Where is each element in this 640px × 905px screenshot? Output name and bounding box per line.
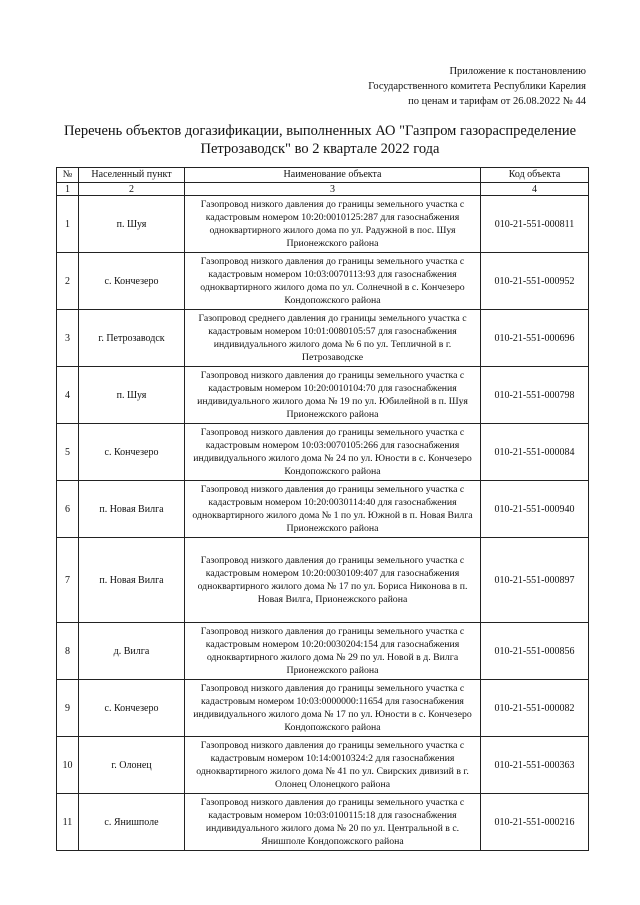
row-locality: г. Петрозаводск [79, 310, 185, 367]
row-object-code: 010-21-551-000897 [481, 538, 589, 623]
row-object-name: Газопровод низкого давления до границы земельного участка с кадастровым номером 10:20:0010125:287 для газоснабжения одноквартирного жилого дома по ул. Радужной в пос. Шуя Прионежского района [185, 196, 481, 253]
row-object-name: Газопровод низкого давления до границы земельного участка с кадастровым номером 10:03:0070113:93 для газоснабжения одноквартирного жилого дома по ул. Солнечной в с. Кончезеро Кондопожского района [185, 253, 481, 310]
table-row [57, 794, 589, 851]
objects-table [56, 167, 589, 851]
table-row [57, 737, 589, 794]
header-object-name: Наименование объекта [185, 168, 481, 183]
table-header-row [57, 168, 589, 183]
row-locality: с. Янишполе [79, 794, 185, 851]
row-object-name: Газопровод низкого давления до границы земельного участка с кадастровым номером 10:03:0000000:11654 для газоснабжения индивидуального жилого дома № 17 по ул. Юности в с. Кончезеро Кондопожского района [185, 680, 481, 737]
row-number: 4 [57, 367, 79, 424]
row-locality: п. Новая Вилга [79, 481, 185, 538]
row-object-code: 010-21-551-000811 [481, 196, 589, 253]
column-number: 4 [481, 183, 589, 196]
appendix-line-3: по ценам и тарифам от 26.08.2022 № 44 [408, 96, 586, 107]
row-locality: п. Шуя [79, 367, 185, 424]
row-locality: с. Кончезеро [79, 424, 185, 481]
header-number: № [57, 168, 79, 183]
row-object-name: Газопровод низкого давления до границы земельного участка с кадастровым номером 10:20:0030114:40 для газоснабжения одноквартирного жилого дома № 1 по ул. Южной в п. Новая Вилга Прионежского района [185, 481, 481, 538]
row-object-name: Газопровод низкого давления до границы земельного участка с кадастровым номером 10:03:0070105:266 для газоснабжения индивидуального жилого дома № 24 по ул. Юности в с. Кончезеро Кондопожского района [185, 424, 481, 481]
row-object-code: 010-21-551-000952 [481, 253, 589, 310]
row-object-name: Газопровод низкого давления до границы земельного участка с кадастровым номером 10:20:0030204:154 для газоснабжения одноквартирного жилого дома № 29 по ул. Новой в д. Вилга Прионежского района [185, 623, 481, 680]
column-number: 1 [57, 183, 79, 196]
row-locality: с. Кончезеро [79, 253, 185, 310]
table-row [57, 623, 589, 680]
row-object-name: Газопровод низкого давления до границы земельного участка с кадастровым номером 10:20:0030109:407 для газоснабжения одноквартирного жилого дома № 17 по ул. Бориса Никонова в п. Новая Вилга, Прионежского района [185, 538, 481, 623]
table-row [57, 481, 589, 538]
row-object-name: Газопровод низкого давления до границы земельного участка с кадастровым номером 10:20:0010104:70 для газоснабжения индивидуального жилого дома № 19 по ул. Юбилейной в п. Шуя Прионежского района [185, 367, 481, 424]
row-number: 3 [57, 310, 79, 367]
table-row [57, 253, 589, 310]
column-number: 3 [185, 183, 481, 196]
row-object-name: Газопровод среднего давления до границы земельного участка с кадастровым номером 10:01:0080105:57 для газоснабжения индивидуального жилого дома № 6 по ул. Тепличной в г. Петрозаводске [185, 310, 481, 367]
row-object-code: 010-21-551-000856 [481, 623, 589, 680]
table-row [57, 367, 589, 424]
table-row [57, 424, 589, 481]
row-object-code: 010-21-551-000216 [481, 794, 589, 851]
header-locality: Населенный пункт [79, 168, 185, 183]
row-number: 2 [57, 253, 79, 310]
row-number: 5 [57, 424, 79, 481]
row-number: 11 [57, 794, 79, 851]
table-row [57, 310, 589, 367]
row-number: 7 [57, 538, 79, 623]
title-line-1: Перечень объектов догазификации, выполненных АО "Газпром газораспределение [63, 123, 577, 139]
row-locality: г. Олонец [79, 737, 185, 794]
appendix-note [368, 64, 586, 109]
table-row [57, 196, 589, 253]
title-line-2: Петрозаводск" во 2 квартале 2022 года [200, 141, 440, 157]
row-object-code: 010-21-551-000798 [481, 367, 589, 424]
row-object-name: Газопровод низкого давления до границы земельного участка с кадастровым номером 10:03:0100115:18 для газоснабжения индивидуального жилого дома № 20 по ул. Центральной в с. Янишполе Кондопожского района [185, 794, 481, 851]
row-number: 10 [57, 737, 79, 794]
row-locality: с. Кончезеро [79, 680, 185, 737]
row-locality: п. Новая Вилга [79, 538, 185, 623]
table-row [57, 680, 589, 737]
document-title [40, 122, 600, 158]
row-number: 9 [57, 680, 79, 737]
row-object-code: 010-21-551-000363 [481, 737, 589, 794]
row-locality: п. Шуя [79, 196, 185, 253]
row-number: 8 [57, 623, 79, 680]
column-number: 2 [79, 183, 185, 196]
row-object-code: 010-21-551-000084 [481, 424, 589, 481]
header-object-code: Код объекта [481, 168, 589, 183]
table-body [57, 196, 589, 851]
table-row [57, 538, 589, 623]
appendix-line-1: Приложение к постановлению [449, 66, 586, 77]
table-column-number-row [57, 183, 589, 196]
row-locality: д. Вилга [79, 623, 185, 680]
row-number: 1 [57, 196, 79, 253]
row-object-code: 010-21-551-000082 [481, 680, 589, 737]
appendix-line-2: Государственного комитета Республики Карелия [368, 81, 586, 92]
row-object-code: 010-21-551-000696 [481, 310, 589, 367]
row-object-code: 010-21-551-000940 [481, 481, 589, 538]
row-object-name: Газопровод низкого давления до границы земельного участка с кадастровым номером 10:14:0010324:2 для газоснабжения одноквартирного жилого дома № 41 по ул. Свирских дивизий в г. Олонец Олонецкого района [185, 737, 481, 794]
row-number: 6 [57, 481, 79, 538]
